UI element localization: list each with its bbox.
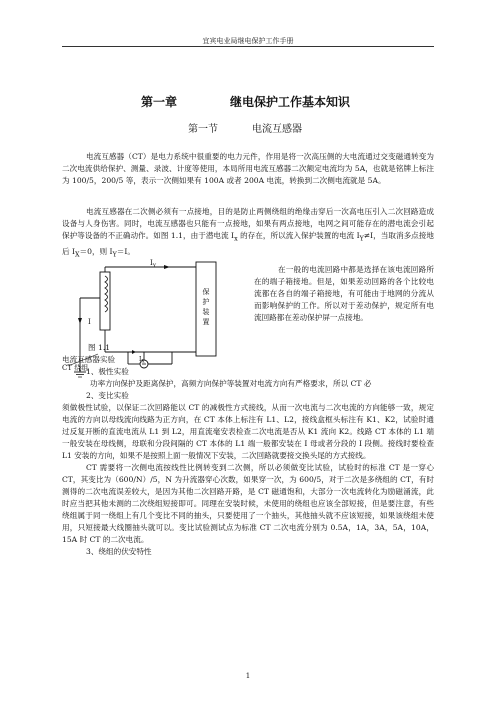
item-polarity-detail: 须做极性试验，以保证二次回路能以 CT 的减极性方式接线，从而一次电流与二次电流的方向能够一致，规定电流的方向以母线流向线路为正方向，在 CT 本体上标注有 L1、L2，接线盒框头标注有 K1、K2，试验时通过反复开断的直流电流从 L1 到 L2，用直流毫安表检查二次电流是否从 K1 流向 K2。线路 CT 本体的 L1 端一般安装在母线侧，母联和分段间隔的 CT 本体的 L1 端一般都安装在 I 母或者分段的 I 段侧。接线时要检查 L1 安装的方向，如果不是按照上面一般情况下安装，二次回路就要接交换头尾的方式接线。 — [62, 403, 434, 460]
item-volt-ampere-title: 3、绕组的伏安特性 — [86, 547, 152, 556]
page-number: 1 — [245, 672, 251, 680]
item-polarity-title: 1、极性实验 — [86, 367, 129, 376]
label-iy: $I_Y$ — [150, 259, 157, 269]
device-label-1: 保 — [202, 288, 210, 296]
ct-tests-section — [62, 354, 434, 558]
paragraph-ct-intro: 电流互感器（CT）是电力系统中很重要的电力元件，作用是将一次高压侧的大电流通过交变磁通转变为二次电流供给保护、测量、录波、计度等使用，本局所用电流互感器二次额定电流均为 5A，也就是铭牌上标注为 100/5，200/5 等，表示一次侧如果有 100A 或者 200A 电流，转换到二次侧电流就是 5A。 — [62, 152, 434, 185]
ct-winding-label: CT 绕组 — [62, 364, 89, 372]
device-label-3: 装 — [202, 308, 210, 316]
section-title: 电流互感器 — [252, 124, 302, 135]
paragraph-ct-one-point-ground: 在一般的电流回路中都是选择在该电流回路所在的端子箱接地。但是，如果差动回路的各个比较电流都在各自的端子箱接地，有可能由于地网的分流从而影响保护的工作。所以对于差动保护，规定所有电流回路都在差动保护屏一点接地。 — [254, 265, 434, 322]
device-label-2: 护 — [202, 298, 210, 306]
chapter-title: 继电保护工作基本知识 — [230, 95, 351, 109]
ct-winding-box — [100, 272, 110, 330]
device-label-4: 置 — [202, 318, 210, 326]
header-rule — [62, 46, 434, 47]
section-number: 第一节 — [188, 124, 218, 135]
figure-caption: 图 1.1 — [88, 343, 111, 352]
chapter-number: 第一章 — [141, 95, 178, 109]
paragraph-ct-grounding: 电流互感器在二次侧必须有一点接地，目的是防止两侧绕组的绝缘击穿后一次高电压引入二次回路造成设备与人身伤害。同时，电流互感器也只能有一点接地，如果有两点接地，电网之间可能存在的潜电流会引起保护等设备的不正确动作。如图 1.1，由于潜电流 $I_x$ 的存在，所以流入保护装置的电流 $I_Y\ne I$，当取消多点接地后 $I_X=0$，则 $I_Y=I$。 — [62, 207, 434, 259]
item-polarity-text: 功率方向保护及距离保护，高频方向保护等装置对电流方向有严格要求，所以 CT 必 — [90, 379, 372, 388]
item-ratio-title: 2、变比实验 — [86, 391, 129, 400]
label-i: I — [88, 318, 91, 326]
subsection-title: 电流互感器实验 — [62, 355, 116, 364]
label-ix: $I_X$ — [139, 356, 145, 365]
ct-coil — [105, 276, 108, 312]
page-header: 宜宾电业局继电保护工作手册 — [202, 37, 294, 45]
item-ratio-detail: CT 需要将一次侧电流按线性比例转变到二次侧，所以必须做变比试验，试验时的标准 CT 是一穿心 CT，其变比为（600/N）/5，N 为升流器穿心次数，如果穿一次，为 600/5，对于二次是多绕组的 CT，有时测得的二次电流误差较大，是因为其他二次回路开路，是 CT 磁通饱和，大部分一次电流转化为励磁涌流，此时应当把其他未测的二次绕组短接即可。同理在安装时候，未使用的绕组也应该全部短接，但是要注意，有些绕组属于同一绕组上有几个变比不同的抽头，只要使用了一个抽头，其他抽头就不应该短接，如果该绕组未使用，只短接最大线圈抽头就可以。变比试验测试点为标准 CT 二次电流分别为 0.5A，1A，3A，5A，10A，15A 时 CT 的二次电流。 — [62, 463, 434, 544]
